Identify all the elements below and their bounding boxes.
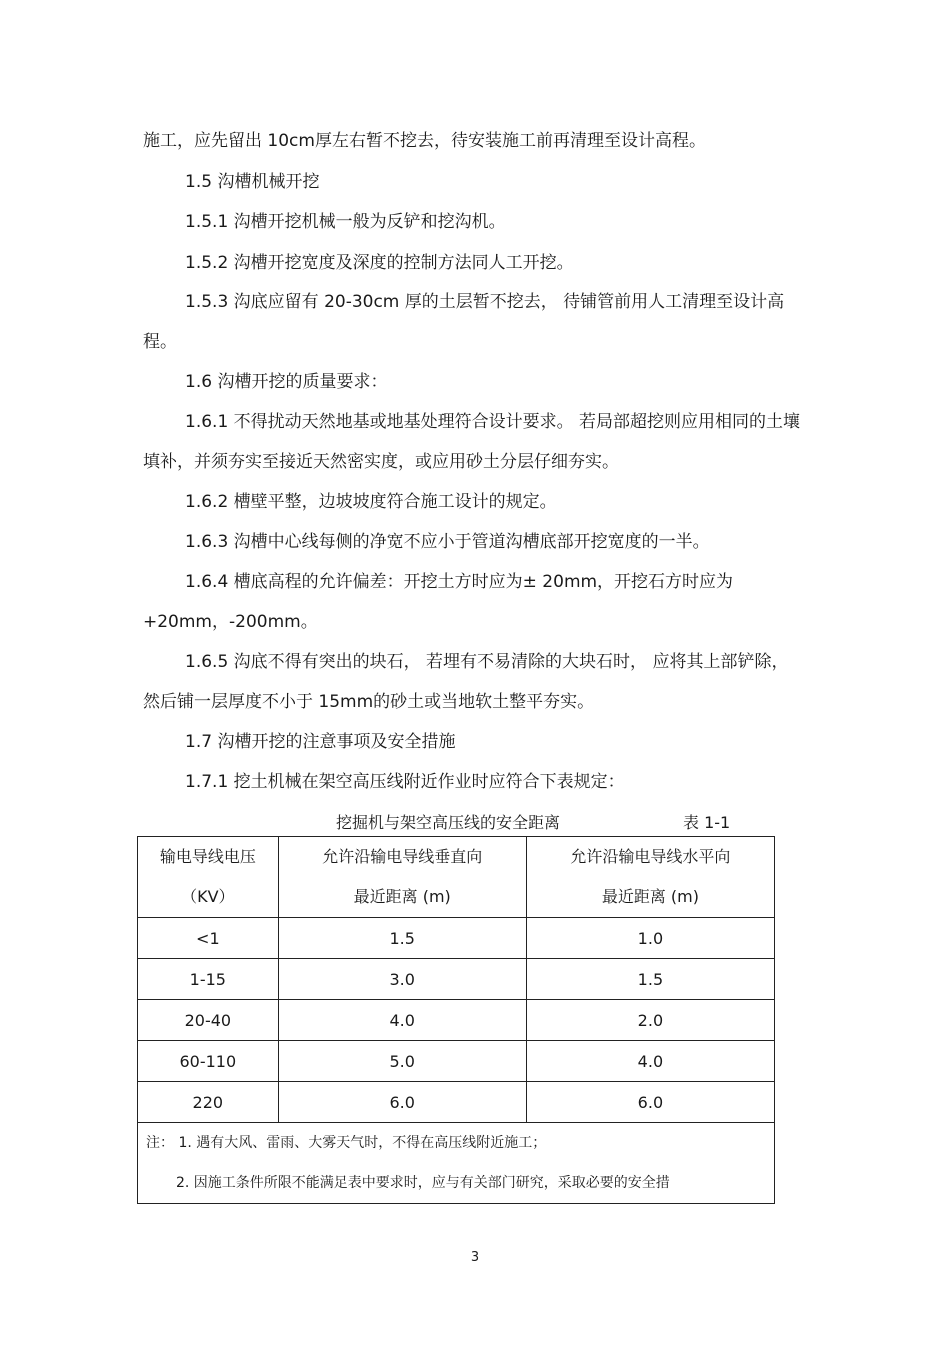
paragraph-1-6-1: 1.6.1 不得扰动天然地基或地基处理符合设计要求。 若局部超挖则应用相同的土壤填补，并须夯实至接近天然密实度，或应用砂土分层仔细夯实。 [143,412,801,472]
cell-voltage: 1-15 [138,959,279,1000]
paragraph-1-6-5: 1.6.5 沟底不得有突出的块石， 若埋有不易清除的大块石时， 应将其上部铲除，然后铺一层厚度不小于 15mm的砂土或当地软土整平夯实。 [143,652,789,712]
note-line-2: 2. 因施工条件所限不能满足表中要求时，应与有关部门研究，采取必要的安全措 [176,1175,670,1191]
table-header-row [138,837,775,918]
paragraph-1-6-3: 1.6.3 沟槽中心线每侧的净宽不应小于管道沟槽底部开挖宽度的一半。 [185,532,710,552]
safety-distance-table [137,836,775,1204]
heading-1-5: 1.5 沟槽机械开挖 [185,172,320,192]
cell-horizontal: 4.0 [526,1041,774,1082]
cell-voltage: <1 [138,918,279,959]
cell-horizontal: 1.0 [526,918,774,959]
cell-horizontal: 2.0 [526,1000,774,1041]
cell-horizontal: 6.0 [526,1082,774,1123]
table-caption: 挖掘机与架空高压线的安全距离 [336,813,561,832]
table-notes-row [138,1123,775,1204]
paragraph-1-6-4: 1.6.4 槽底高程的允许偏差：开挖土方时应为± 20mm，开挖石方时应为+20mm，-200mm。 [143,572,734,632]
cell-vertical: 3.0 [278,959,526,1000]
header-voltage: 输电导线电压 （KV） [138,837,279,918]
paragraph-1-6-2: 1.6.2 槽壁平整，边坡坡度符合施工设计的规定。 [185,492,557,512]
cell-vertical: 1.5 [278,918,526,959]
page-number: 3 [470,1250,480,1265]
paragraph-1-5-1: 1.5.1 沟槽开挖机械一般为反铲和挖沟机。 [185,212,506,232]
heading-1-6: 1.6 沟槽开挖的质量要求： [185,372,388,392]
table-notes [138,1123,775,1204]
table-row [138,1041,775,1082]
heading-1-7: 1.7 沟槽开挖的注意事项及安全措施 [185,732,456,752]
cell-voltage: 60-110 [138,1041,279,1082]
table-row [138,918,775,959]
cell-horizontal: 1.5 [526,959,774,1000]
note-line-1: 注： 1. 遇有大风、雷雨、大雾天气时，不得在高压线附近施工； [146,1135,547,1151]
paragraph-1-5-3: 1.5.3 沟底应留有 20-30cm 厚的土层暂不挖去， 待铺管前用人工清理至设计高程。 [143,292,785,352]
paragraph-1-5-2: 1.5.2 沟槽开挖宽度及深度的控制方法同人工开挖。 [185,253,574,273]
paragraph-1-7-1: 1.7.1 挖土机械在架空高压线附近作业时应符合下表规定： [185,772,625,792]
table-row [138,959,775,1000]
cell-vertical: 4.0 [278,1000,526,1041]
cell-vertical: 6.0 [278,1082,526,1123]
cell-voltage: 20-40 [138,1000,279,1041]
table-row [138,1082,775,1123]
header-vertical-distance: 允许沿输电导线垂直向 最近距离 (m) [278,837,526,918]
header-horizontal-distance: 允许沿输电导线水平向 最近距离 (m) [526,837,774,918]
table-number: 表 1-1 [683,813,731,832]
table-row [138,1000,775,1041]
cell-voltage: 220 [138,1082,279,1123]
paragraph-1: 施工，应先留出 10cm厚左右暂不挖去，待安装施工前再清理至设计高程。 [143,131,706,151]
cell-vertical: 5.0 [278,1041,526,1082]
